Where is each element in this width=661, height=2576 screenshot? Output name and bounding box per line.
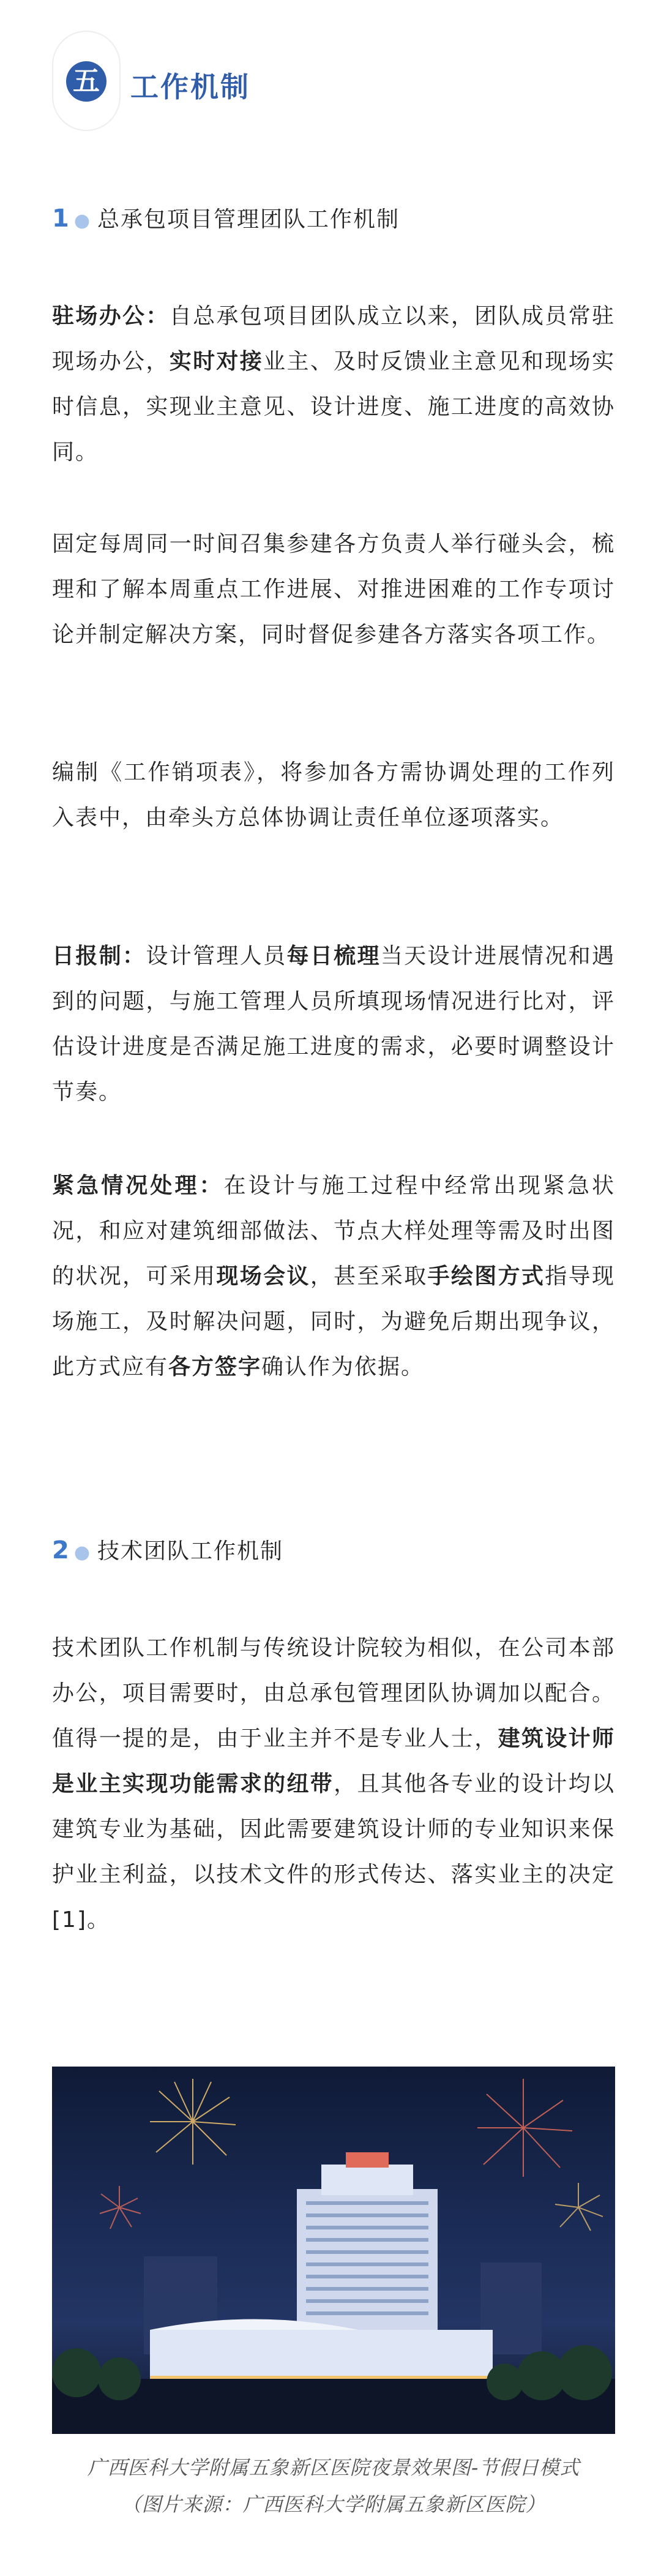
paragraph-emphasis: 现场会议 [216, 1264, 310, 1289]
hospital-illustration [52, 2067, 615, 2434]
paragraph-text: ，甚至采取 [310, 1264, 428, 1289]
firework-left [150, 2079, 236, 2165]
paragraph-label: 紧急情况处理： [52, 1173, 224, 1198]
paragraph-text: 确认作为依据。 [261, 1354, 425, 1380]
paragraph-task-list: 编制《工作销项表》，将参加各方需协调处理的工作列入表中，由牵头方总体协调让责任单位逐项落实。 [52, 760, 615, 830]
header-badge [52, 31, 121, 131]
paragraph-technical-team [52, 1626, 615, 1943]
paragraph-text: 自总承包项目团队成立以来，团队成员常驻现场办公， [52, 304, 615, 374]
section-2-dot: ● [73, 1542, 92, 1563]
paragraph-emphasis: 建筑设计师是业主实现功能需求的纽带 [52, 1726, 615, 1797]
firework-right [477, 2079, 572, 2177]
paragraph-emphasis: 手绘图方式 [427, 1264, 545, 1289]
section-1-number: 1 [52, 205, 70, 233]
tower-sign [346, 2152, 389, 2168]
paragraph-text: ，且其他各专业的设计均以建筑专业为基础，因此需要建筑设计师的专业知识来保护业主利益，以技术文件的形式传达、落实业主的决定[1]。 [52, 1771, 615, 1932]
paragraph-emergency [52, 1163, 615, 1390]
paragraph-emphasis: 各方签字 [168, 1354, 262, 1380]
paragraph-label: 驻场办公： [52, 304, 170, 329]
section-2-title: 技术团队工作机制 [97, 1539, 284, 1564]
paragraph-onsite-office [52, 294, 615, 475]
header-title: 工作机制 [130, 70, 250, 103]
paragraph-text: 指导现场施工，及时解决问题，同时，为避免后期出现争议，此方式应有 [52, 1264, 615, 1380]
section-1-dot: ● [73, 210, 92, 231]
chapter-number-icon: 五 [66, 61, 106, 102]
firework-small-left [100, 2186, 141, 2229]
hospital-night-render-image [52, 2067, 615, 2434]
section-1-title: 总承包项目管理团队工作机制 [97, 207, 400, 232]
paragraph-text: 业主、及时反馈业主意见和现场实时信息，实现业主意见、设计进度、施工进度的高效协同。 [52, 349, 615, 465]
section-1-heading [52, 202, 400, 233]
section-header [52, 31, 542, 129]
section-2-heading [52, 1534, 283, 1565]
paragraph-text: 技术团队工作机制与传统设计院较为相似，在公司本部办公，项目需要时，由总承包管理团队协调加以配合。值得一提的是，由于业主并不是专业人士， [52, 1635, 615, 1751]
paragraph-emphasis: 实时对接 [169, 349, 264, 374]
paragraph-text: 设计管理人员 [146, 944, 287, 969]
figure-source: （图片来源：广西医科大学附属五象新区医院） [121, 2493, 546, 2516]
paragraph-weekly-meeting: 固定每周同一时间召集参建各方负责人举行碰头会，梳理和了解本周重点工作进展、对推进困难的工作专项讨论并制定解决方案，同时督促参建各方落实各项工作。 [52, 531, 615, 647]
firework-far-right [555, 2183, 603, 2231]
tower-crown [321, 2165, 413, 2195]
paragraph-emphasis: 每日梳理 [286, 944, 381, 969]
paragraph-label: 日报制： [52, 944, 146, 969]
paragraph-text: 当天设计进展情况和遇到的问题，与施工管理人员所填现场情况进行比对，评估设计进度是否满足施工进度的需求，必要时调整设计节奏。 [52, 944, 615, 1105]
figure-caption: 广西医科大学附属五象新区医院夜景效果图-节假日模式 [87, 2456, 580, 2479]
section-2-number: 2 [52, 1536, 70, 1564]
paragraph-daily-report [52, 934, 615, 1115]
paragraph-text: 在设计与施工过程中经常出现紧急状况，和应对建筑细部做法、节点大样处理等需及时出图的状况，可采用 [52, 1173, 615, 1289]
podium-building [150, 2330, 493, 2379]
